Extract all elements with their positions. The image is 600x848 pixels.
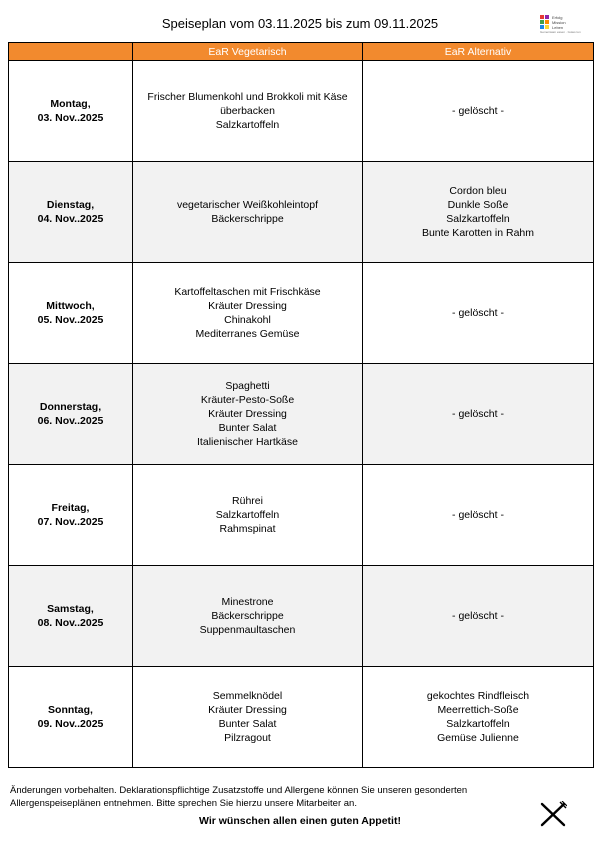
vegetarisch-cell xyxy=(133,61,363,162)
day-cell xyxy=(9,162,133,263)
cutlery-icon xyxy=(539,801,567,827)
vegetarisch-cell xyxy=(133,465,363,566)
day-date: 03. Nov..2025 xyxy=(37,112,104,124)
menu-table xyxy=(8,42,594,768)
footer-note xyxy=(10,784,510,810)
dish-line: Rahmspinat xyxy=(219,523,276,535)
dish-line: Rührei xyxy=(232,495,263,507)
day-weekday: Mittwoch, xyxy=(46,300,95,312)
table-row xyxy=(9,162,594,263)
dish-line: Bunter Salat xyxy=(218,422,277,434)
dish-line: Pilzragout xyxy=(224,732,271,744)
day-cell xyxy=(9,465,133,566)
alternativ-cell xyxy=(363,61,594,162)
dish-line: - gelöscht - xyxy=(452,509,504,521)
day-weekday: Montag, xyxy=(50,98,91,110)
day-weekday: Dienstag, xyxy=(46,199,95,211)
table-row xyxy=(9,61,594,162)
alternativ-cell xyxy=(363,364,594,465)
dish-line: Minestrone xyxy=(221,596,274,608)
vegetarisch-cell xyxy=(133,162,363,263)
day-date: 04. Nov..2025 xyxy=(37,213,104,225)
dish-line: Salzkartoffeln xyxy=(446,718,510,730)
day-date: 05. Nov..2025 xyxy=(37,314,104,326)
dish-line: - gelöscht - xyxy=(452,610,504,622)
dish-line: Mediterranes Gemüse xyxy=(195,328,300,340)
dish-line: Salzkartoffeln xyxy=(215,119,280,131)
table-row xyxy=(9,263,594,364)
dish-line: Spaghetti xyxy=(225,380,270,392)
vegetarisch-cell xyxy=(133,364,363,465)
dish-line: vegetarischer Weißkohleintopf xyxy=(176,199,319,211)
dish-line: Meerrettich-Soße xyxy=(437,704,519,716)
dish-line: Suppenmaultaschen xyxy=(199,624,296,636)
dish-line: Kräuter-Pesto-Soße xyxy=(200,394,295,406)
dish-line: Kräuter Dressing xyxy=(208,704,287,716)
vegetarisch-cell xyxy=(133,263,363,364)
day-cell xyxy=(9,61,133,162)
header-alternativ: EaR Alternativ xyxy=(363,43,594,61)
day-cell xyxy=(9,667,133,768)
table-row xyxy=(9,566,594,667)
alternativ-cell xyxy=(363,162,594,263)
header-day xyxy=(9,43,133,61)
dish-line: Chinakohl xyxy=(224,314,271,326)
header-vegetarisch: EaR Vegetarisch xyxy=(133,43,363,61)
dish-line: Salzkartoffeln xyxy=(215,509,280,521)
dish-line: Bäckerschrippe xyxy=(211,610,284,622)
logo-text: Erfolg Mission Leben xyxy=(552,15,566,30)
logo-subtitle: Gemeinsam essen · Gutes tun xyxy=(540,30,581,34)
dish-line: Kräuter Dressing xyxy=(208,300,287,312)
dish-line: - gelöscht - xyxy=(452,307,504,319)
table-header-row xyxy=(9,43,594,61)
dish-line: Bunter Salat xyxy=(218,718,277,730)
day-cell xyxy=(9,263,133,364)
day-weekday: Samstag, xyxy=(47,603,94,615)
dish-line: Semmelknödel xyxy=(212,690,283,702)
alternativ-cell xyxy=(363,465,594,566)
footer-line-2: Allergenspeiseplänen entnehmen. Bitte sprechen Sie hierzu unsere Mitarbeiter an. xyxy=(10,798,357,809)
dish-line: Kartoffeltaschen mit Frischkäse xyxy=(174,286,321,298)
day-date: 06. Nov..2025 xyxy=(37,415,104,427)
footer-line-1: Änderungen vorbehalten. Deklarationspflichtige Zusatzstoffe und Allergene können Sie unseren gesonderten xyxy=(10,785,468,796)
appetit-text: Wir wünschen allen einen guten Appetit! xyxy=(199,815,401,827)
vegetarisch-cell xyxy=(133,667,363,768)
table-row xyxy=(9,364,594,465)
day-date: 08. Nov..2025 xyxy=(37,617,104,629)
dish-line: - gelöscht - xyxy=(452,408,504,420)
day-weekday: Sonntag, xyxy=(48,704,93,716)
dish-line: Salzkartoffeln xyxy=(446,213,510,225)
day-weekday: Donnerstag, xyxy=(39,401,102,413)
dish-line: Cordon bleu xyxy=(449,185,507,197)
dish-line: gekochtes Rindfleisch xyxy=(426,690,530,702)
company-logo xyxy=(540,13,581,35)
dish-line: Frischer Blumenkohl und Brokkoli mit Käse xyxy=(147,91,348,103)
day-date: 07. Nov..2025 xyxy=(37,516,104,528)
dish-line: überbacken xyxy=(220,105,275,117)
dish-line: Dunkle Soße xyxy=(447,199,509,211)
dish-line: Bunte Karotten in Rahm xyxy=(421,227,535,239)
table-row xyxy=(9,465,594,566)
day-cell xyxy=(9,364,133,465)
vegetarisch-cell xyxy=(133,566,363,667)
alternativ-cell xyxy=(363,263,594,364)
table-row xyxy=(9,667,594,768)
page-title: Speiseplan vom 03.11.2025 bis zum 09.11.2025 xyxy=(161,16,439,31)
alternativ-cell xyxy=(363,566,594,667)
dish-line: Bäckerschrippe xyxy=(211,213,284,225)
dish-line: Kräuter Dressing xyxy=(208,408,287,420)
day-cell xyxy=(9,566,133,667)
day-weekday: Freitag, xyxy=(51,502,90,514)
dish-line: - gelöscht - xyxy=(452,105,504,117)
day-date: 09. Nov..2025 xyxy=(37,718,104,730)
alternativ-cell xyxy=(363,667,594,768)
dish-line: Gemüse Julienne xyxy=(437,732,519,744)
dish-line: Italienischer Hartkäse xyxy=(197,436,298,448)
